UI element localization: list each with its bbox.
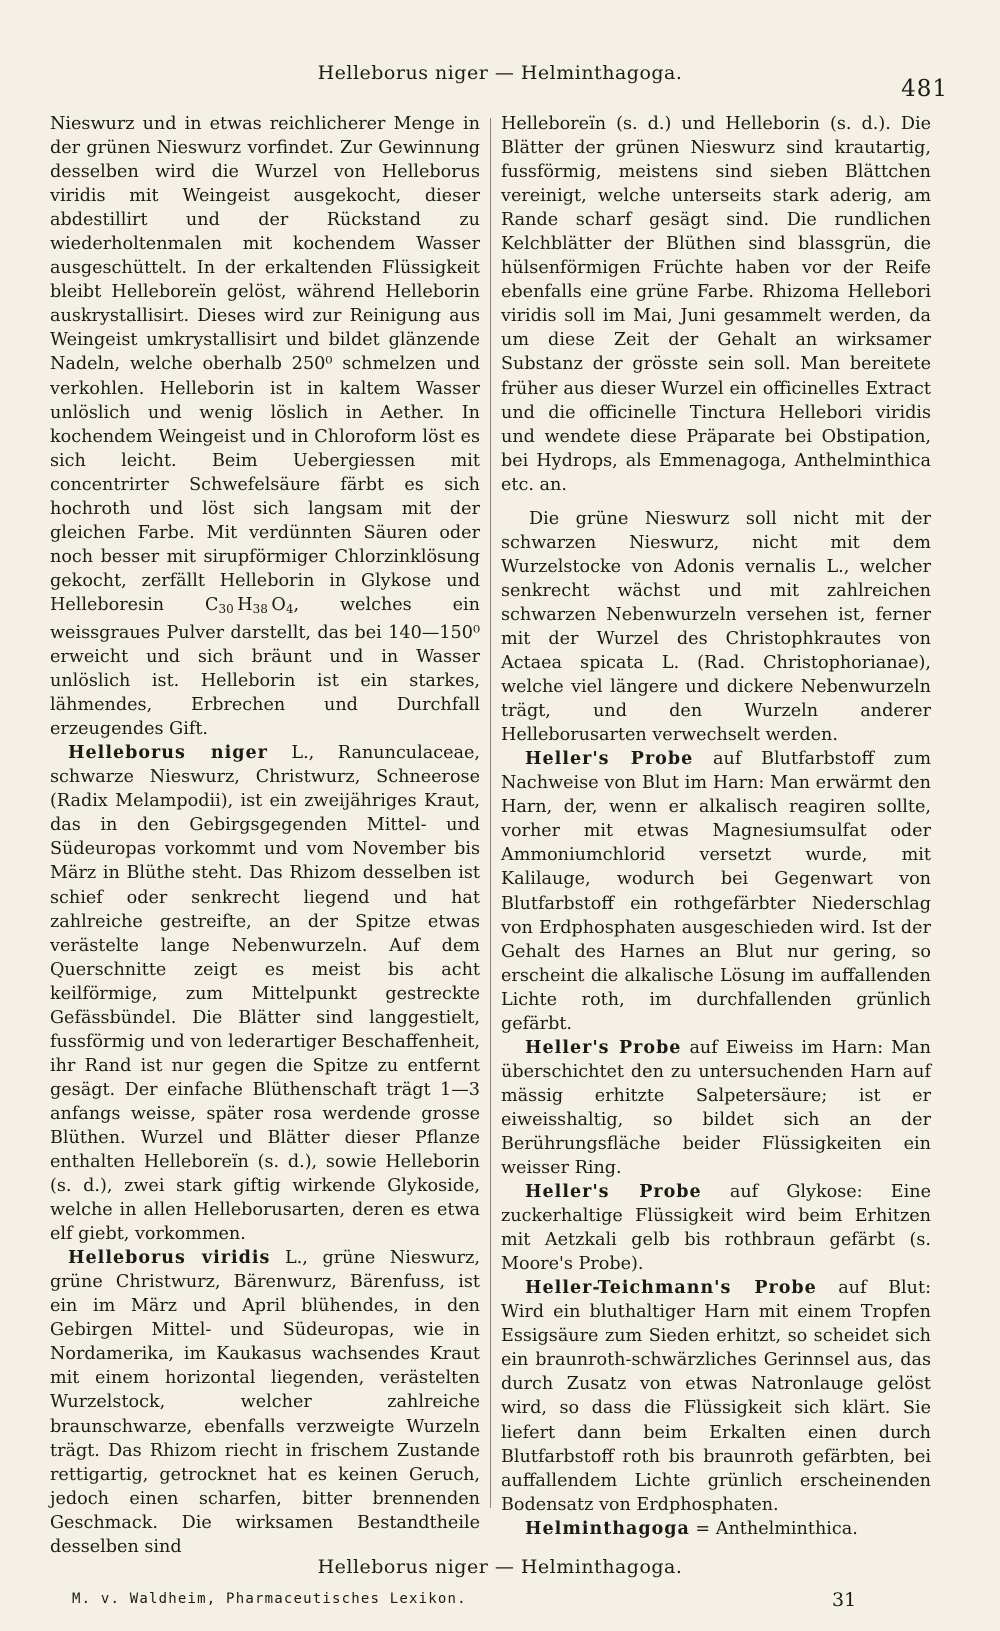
entry-text: L., Ranunculaceae, schwarze Nieswurz, Christwurz, Schneerose (Radix Melampodii), ist ein zweijähriges Kraut, das in den Gebirgsgegenden Mittel- und Südeuropas vorkommt und vom November bis März in Blüthe steht. Das Rhizom desselben ist schief oder senkrecht liegend und hat zahlreiche gestreifte, an der Spitze etwas verästelte lange Nebenwurzeln. Auf dem Querschnitte zeigt es meist bis acht keilförmige, zum Mittelpunkt gestreckte Gefässbündel. Die Blätter sind langgestielt, fussförmig und von lederartiger Beschaffenheit, ihr Rand ist nur gegen die Spitze zu entfernt gesägt. Der einfache Blüthenschaft trägt 1—3 anfangs weisse, später rosa werdende grosse Blüthen. Wurzel und Blätter dieser Pflanze enthalten Helleboreïn (s. d.), sowie Helleborin (s. d.), zwei stark giftig wirkende Glykoside, welche in allen Helleborusarten, deren es etwa elf giebt, vorkommen. <box>50 743 481 1245</box>
entry-headword: Helleborus viridis <box>68 1248 271 1269</box>
footer-signature-mark: 31 <box>832 1589 857 1611</box>
entry-text: = Anthelminthica. <box>689 1518 858 1539</box>
entry-headword: Helminthagoga <box>525 1518 690 1539</box>
running-title: Helleborus niger — Helminthagoga. <box>317 62 683 84</box>
entry-heller-teichmann-probe <box>501 1276 931 1516</box>
entry-headword: Heller-Teichmann's Probe <box>525 1278 817 1299</box>
entry-heller-probe-glucose <box>501 1180 931 1276</box>
entry-helminthagoga <box>501 1517 931 1541</box>
entry-text: auf Eiweiss im Harn: Man überschichtet den zu untersuchenden Harn auf mässig erhitzte Salpetersäure; ist er eiweisshaltig, so bildet sich an der Berührungsfläche beider Flüssigkeiten ein weisser Ring. <box>501 1037 931 1179</box>
continuation-paragraph: Nieswurz und in etwas reichlicherer Menge in der grünen Nieswurz vorfindet. Zur Gewinnung desselben wird die Wurzel von Helleborus viridis mit Weingeist ausgekocht, dieser abdestillirt und der Rückstand zu wiederholtenmalen mit kochendem Wasser ausgeschüttelt. In der erkaltenden Flüssigkeit bleibt Helleboreïn gelöst, während Helleborin auskrystallisirt. Dieses wird zur Reinigung aus Weingeist umkrystallisirt und bildet glänzende Nadeln, welche oberhalb 250⁰ schmelzen und verkohlen. Helleborin ist in kaltem Wasser unlöslich und wenig löslich in Aether. In kochendem Weingeist und in Chloroform löst es sich leicht. Beim Uebergiessen mit concentrirter Schwefelsäure färbt es sich hochroth und löst sich langsam mit der gleichen Farbe. Mit verdünnten Säuren oder noch besser mit sirupförmiger Chlorzinklösung gekocht, zerfällt Helleborin in Glykose und Helleboresin $C_{30}$ $H_{38}$ $O_4$, welches ein weissgraues Pulver darstellt, das bei 140—150⁰ erweicht und sich bräunt und in Wasser unlöslich ist. Helleborin ist ein starkes, lähmendes, Erbrechen und Durchfall erzeugendes Gift. <box>50 114 480 740</box>
entry-text: L., grüne Nieswurz, grüne Christwurz, Bärenwurz, Bärenfuss, ist ein im März und April blühendes, in den Gebirgen Mittel- und Südeuropas, wie in Nordamerika, im Kaukasus wachsendes Kraut mit einem horizontal liegenden, verästelten Wurzelstock, welcher zahlreiche braunschwarze, ebenfalls verzweigte Wurzeln trägt. Das Rhizom riecht in frischem Zustande rettigartig, getrocknet hat es keinen Geruch, jedoch einen scharfen, bitter brennenden Geschmack. Die wirksamen Bestandtheile desselben sind <box>50 1248 480 1557</box>
entry-text: auf Glykose: Eine zuckerhaltige Flüssigkeit wird beim Erhitzen mit Aetzkali gelb bis rothbraun gefärbt (s. Moore's Probe). <box>501 1182 931 1275</box>
entry-heller-probe-blood <box>501 747 931 1036</box>
entry-text: auf Blutfarbstoff zum Nachweise von Blut im Harn: Man erwärmt den Harn, der, wenn er alkalisch reagiren sollte, vorher mit etwas Magnesiumsulfat oder Ammoniumchlorid versetzt wurde, mit Kalilauge, wodurch bei Gegenwart von Blutfarbstoff ein rothgefärbter Niederschlag von Erdphosphaten ausgeschieden wird. Ist der Gehalt des Harnes an Blut nur gering, so erscheint die alkalische Lösung im auffallenden Lichte roth, im durchfallenden grünlich gefärbt. <box>501 749 932 1034</box>
column-divider <box>490 118 491 1508</box>
right-column <box>501 112 931 1541</box>
entry-helleborus-viridis <box>50 1246 480 1559</box>
footer-publisher: M. v. Waldheim, Pharmaceutisches Lexikon. <box>72 1591 467 1607</box>
paragraph-adulteration: Die grüne Nieswurz soll nicht mit der schwarzen Nieswurz, nicht mit dem Wurzelstocke von Adonis vernalis L., welcher senkrecht wächst und mit zahlreichen schwarzen Nebenwurzeln versehen ist, ferner mit der Wurzel des Christophkrautes von Actaea spicata L. (Rad. Christophorianae), welche viel längere und dickere Nebenwurzeln trägt, und den Wurzeln anderer Helleborusarten verwechselt werden. <box>501 508 931 746</box>
entry-headword: Heller's Probe <box>525 1037 682 1058</box>
entry-headword: Heller's Probe <box>525 1182 702 1203</box>
formula: $C_{30}$ $H_{38}$ $O_4$ <box>205 594 294 616</box>
entry-headword: Helleborus niger <box>68 743 268 764</box>
left-column <box>50 112 480 1559</box>
page-number: 481 <box>901 76 948 102</box>
continuation-paragraph: Helleboreïn (s. d.) und Helleborin (s. d.). Die Blätter der grünen Nieswurz sind krautartig, fussförmig, meistens sind sieben Blättchen vereinigt, welche unterseits stark aderig, am Rande scharf gesägt sind. Die rundlichen Kelchblätter der Blüthen sind blassgrün, die hülsenförmigen Früchte haben vor der Reife ebenfalls eine grüne Farbe. Rhizoma Hellebori viridis soll im Mai, Juni gesammelt werden, da um diese Zeit der Gehalt an wirksamer Substanz der grösste sein soll. Man bereitete früher aus dieser Wurzel ein officinelles Extract und die officinelle Tinctura Hellebori viridis und wendete diese Präparate bei Obstipation, bei Hydrops, als Emmenagoga, Anthelminthica etc. an. <box>501 114 931 495</box>
entry-text: auf Blut: Wird ein bluthaltiger Harn mit einem Tropfen Essigsäure zum Sieden erhitzt, so scheidet sich ein braunroth-schwärzliches Gerinnsel aus, das durch Zusatz von etwas Natronlauge gelöst wird, so dass die Flüssigkeit sich klärt. Sie liefert dann beim Erkalten einen durch Blutfarbstoff roth bis braunroth gefärbten, bei auffallendem Lichte grünlich erscheinenden Bodensatz von Erdphosphaten. <box>501 1278 932 1515</box>
entry-helleborus-niger <box>50 741 480 1246</box>
entry-heller-probe-albumin <box>501 1036 931 1180</box>
entry-headword: Heller's Probe <box>525 749 694 770</box>
footer-title: Helleborus niger — Helminthagoga. <box>317 1556 683 1578</box>
